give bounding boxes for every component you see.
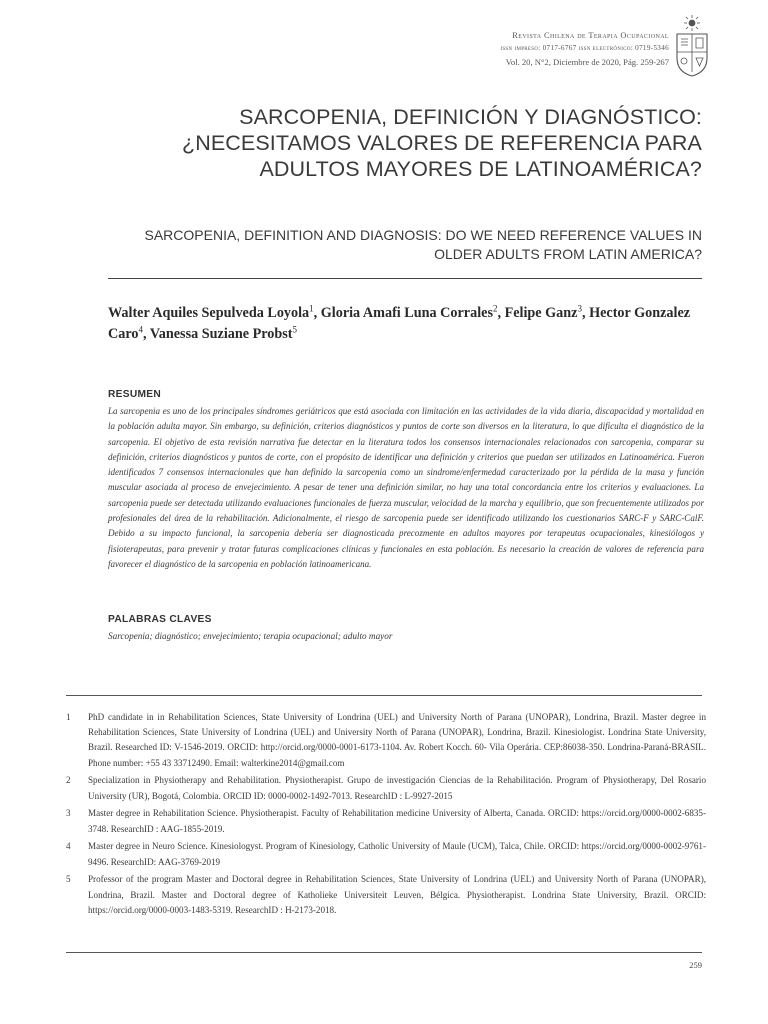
- author-separator: ,: [313, 305, 321, 321]
- journal-name: Revista Chilena de Terapia Ocupacional: [512, 31, 669, 40]
- title-english: [102, 226, 702, 264]
- footnote-text: Master degree in Rehabilitation Science. Physiotherapist. Faculty of Rehabilitation medicine University of Alberta, Canada. ORCID: https://orcid.org/0000-0002-6835-3748. ResearchID : AAG-1855-2019.: [88, 808, 706, 834]
- footnote-text: Specialization in Physiotherapy and Rehabilitation. Physiotherapist. Grupo de investigación Ciencias de la Rehabilitación. Program of Physiotherapy, Del Rosario University (UR), Bogotá, Colombia. ORCID ID: 0000-0002-1492-7013. ResearchID : L-9927-2015: [88, 775, 706, 801]
- footnote: [66, 773, 706, 803]
- author-separator: ,: [497, 305, 505, 321]
- author-name: Gloria Amafi Luna Corrales: [320, 305, 493, 321]
- footnote-number: 5: [66, 874, 71, 885]
- author-name: Hector Gonzalez Caro: [108, 305, 691, 342]
- abstract-heading: RESUMEN: [108, 389, 162, 400]
- author-name: Vanessa Suziane Probst: [149, 326, 293, 342]
- title-divider: [108, 278, 702, 279]
- title-spanish-line: ADULTOS MAYORES DE LATINOAMÉRICA?: [259, 157, 702, 181]
- footnote-number: 2: [66, 775, 71, 786]
- author-affiliation-marker: 4: [138, 324, 143, 335]
- author-separator: ,: [142, 326, 150, 342]
- footnote-text: Master degree in Neuro Science. Kinesiologyst. Program of Kinesiology, Catholic University of Maule (UCM), Talca, Chile. ORCID: https://orcid.org/0000-0002-9761-9496. ResearchID: AAG-3769-2019: [88, 841, 706, 867]
- journal-issn: issn impreso: 0717-6767 issn electrónico: 0719-5346: [500, 44, 669, 52]
- author-affiliation-marker: 5: [292, 324, 298, 335]
- footnote-text: PhD candidate in in Rehabilitation Sciences, State University of Londrina (UEL) and University North of Parana (UNOPAR), Londrina, Brazil. Master degree in Rehabilitation Sciences, State University of Londrina (UEL) and University North of Parana (UNOPAR), Londrina, Brazil. Kinesiologist. Londrina State University, Brazil. Researched ID: V-1546-2019. ORCID: http://orcid.org/0000-0001-6173-1104. Av. Robert Kocch. 60- Vila Operária. CEP:86038-350. Londrina-Paraná-BRASIL. Phone number: +55 43 33712490. Email: walterkine2014@gmail.com: [88, 712, 706, 768]
- author-affiliation-marker: 1: [309, 303, 314, 314]
- journal-volume: Vol. 20, N°2, Diciembre de 2020, Pág. 259-267: [505, 57, 669, 67]
- title-english-line: OLDER ADULTS FROM LATIN AMERICA?: [434, 246, 702, 262]
- keywords-text: Sarcopenia; diagnóstico; envejecimiento; terapia ocupacional; adulto mayor: [108, 631, 393, 641]
- footnote-number: 1: [66, 712, 71, 722]
- journal-header: [500, 30, 669, 69]
- keywords-heading: PALABRAS CLAVES: [108, 614, 212, 625]
- title-spanish-line: SARCOPENIA, DEFINICIÓN Y DIAGNÓSTICO:: [239, 105, 702, 129]
- footnote: [66, 710, 706, 771]
- title-english-line: SARCOPENIA, DEFINITION AND DIAGNOSIS: DO WE NEED REFERENCE VALUES IN: [144, 227, 702, 243]
- footnote: [66, 839, 706, 869]
- footnote: [66, 872, 706, 918]
- footnote: [66, 806, 706, 836]
- footnote-number: 4: [66, 841, 71, 852]
- author-name: Felipe Ganz: [504, 305, 578, 321]
- bottom-divider: [66, 952, 702, 953]
- footnote-number: 3: [66, 808, 71, 819]
- author-separator: ,: [581, 305, 590, 321]
- author-affiliation-marker: 3: [577, 303, 582, 314]
- title-spanish-line: ¿NECESITAMOS VALORES DE REFERENCIA PARA: [181, 131, 702, 155]
- abstract-text: La sarcopenia es uno de los principales síndromes geriátricos que está asociada con limitación en las actividades de la vida diaria, discapacidad y mortalidad en la población adulta mayor. Sin embargo, su definición, criterios diagnósticos y puntos de corte son diversos en la literatura, lo que dificulta el diagnóstico de la sarcopenia. El objetivo de esta revisión narrativa fue detectar en la literatura todos los consensos internacionales relacionados con sarcopenia, comparar su definición, criterios diagnósticos y puntos de corte, con el propósito de identificar una definición y criterios que puedan ser utilizados en Latinoamérica. Fueron identificados 7 consensos internacionales que han definido la sarcopenia como un sindrome/enfermedad caracterizado por la pérdida de la masa y función muscular asociada al proceso de envejecimiento. A pesar de tener una definición similar, no hay una total concordancia entre los criterios y evaluaciones. La sarcopenia puede ser detectada utilizando evaluaciones funcionales de fuerza muscular, velocidad de la marcha y equilibrio, que son frecuentemente utilizados por profesionales del área de la rehabilitación. Adicionalmente, el riesgo de sarcopenia puede ser identificado utilizando los cuestionarios SARC-F y SARC-CalF. Debido a su impacto funcional, la sarcopenia debería ser diagnosticada precozmente en adultos mayores por terapeutas ocupacionales, kinesiólogos y fisioterapeutas, para prevenir y tratar futuras complicaciones clínicas y funcionales en esta población. Es necesario la creación de valores de referencia para favorecer el diagnóstico de la sarcopenia en población latinoamericana.: [108, 406, 704, 569]
- author-name: Walter Aquiles Sepulveda Loyola: [108, 305, 310, 321]
- page-number: 259: [689, 960, 702, 970]
- author-list: [108, 303, 708, 345]
- footnotes: [66, 710, 706, 921]
- footnote-divider: [66, 695, 702, 696]
- author-affiliation-marker: 2: [492, 303, 498, 314]
- university-seal-icon: [674, 14, 710, 78]
- footnote-text: Professor of the program Master and Doctoral degree in Rehabilitation Sciences, State University of Londrina (UEL) and University North of Parana (UNOPAR), Londrina, Brazil. Master and Doctoral degree of Katholieke Universiteit Leuven, Bélgica. Physiotherapist. Londrina State University, Brazil. ORCID: https://orcid.org/0000-0003-1483-5319. ResearchID : H-2173-2018.: [88, 874, 706, 915]
- title-spanish: [142, 104, 702, 182]
